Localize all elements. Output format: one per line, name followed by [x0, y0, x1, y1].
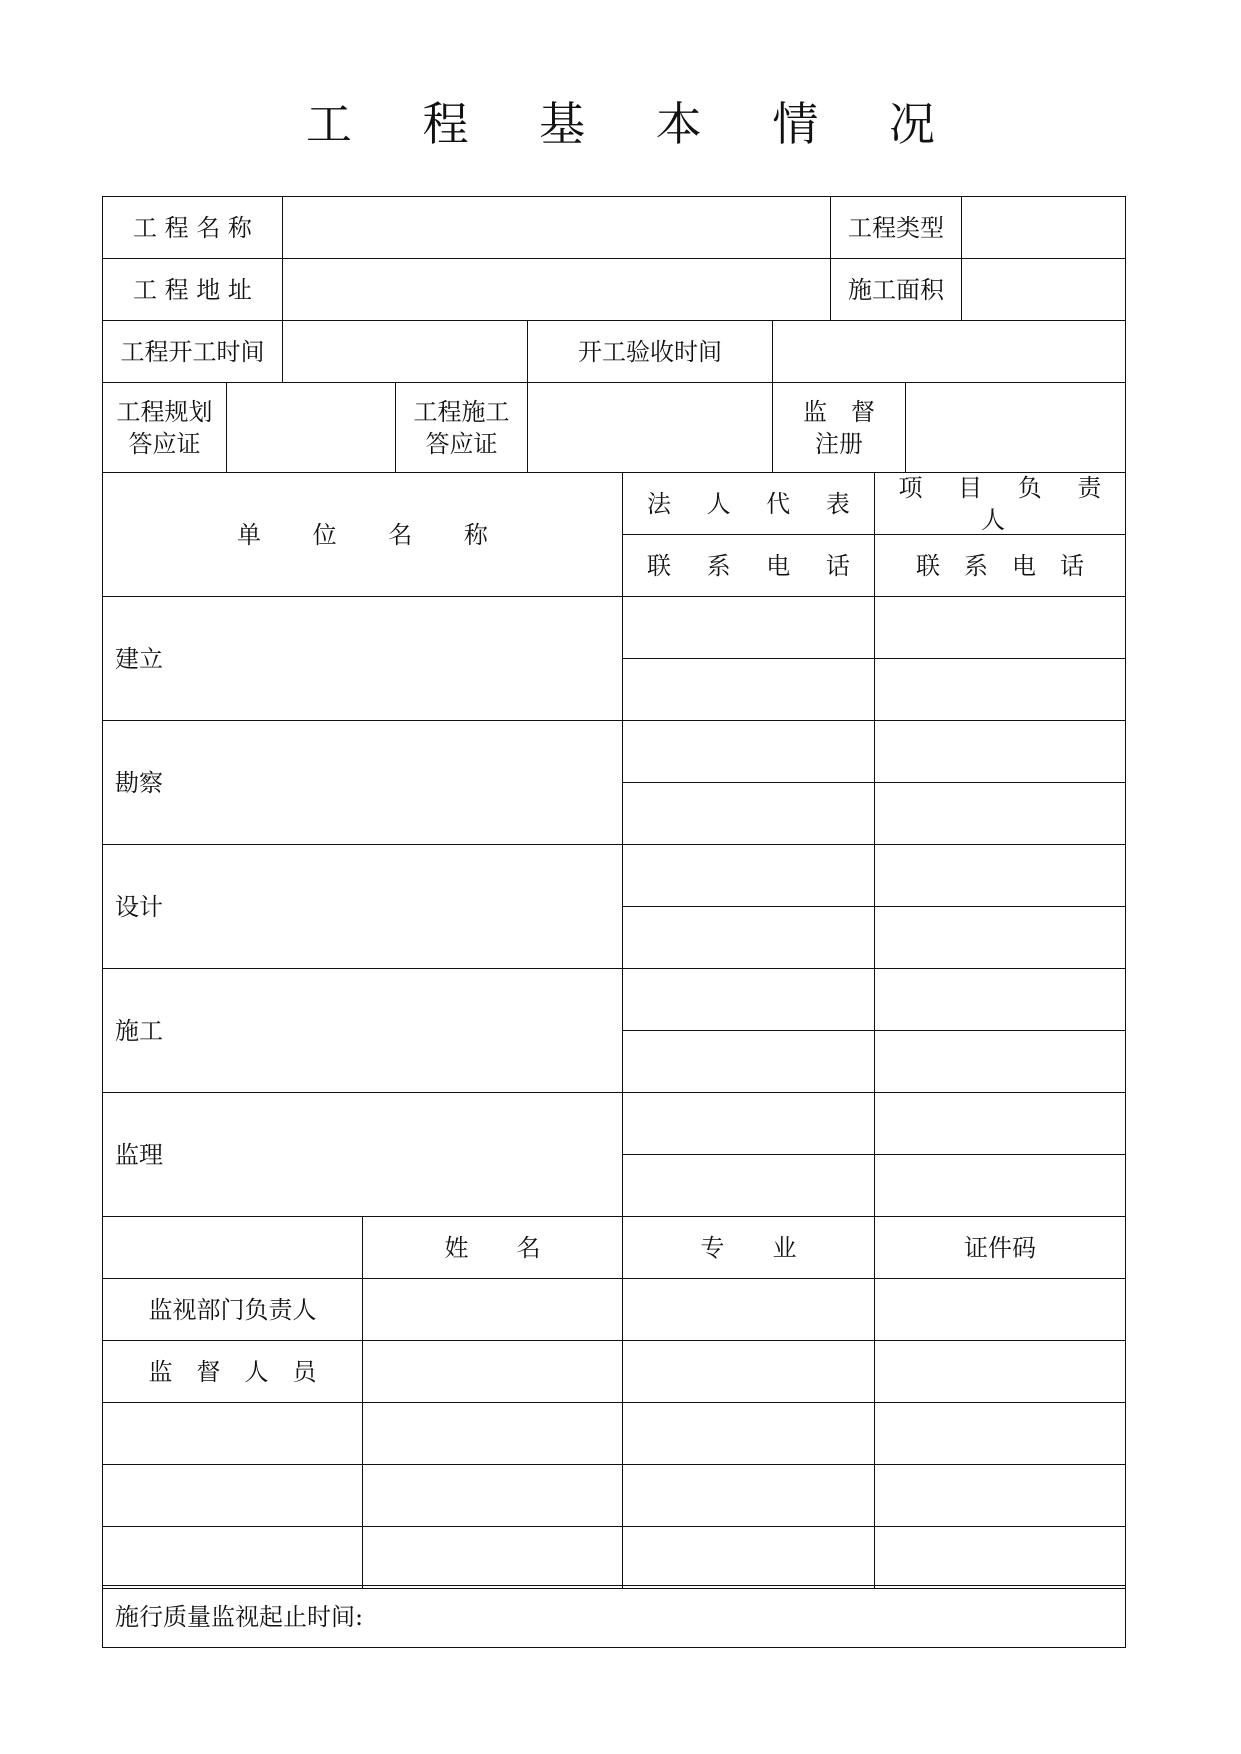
legal-rep-phone-field[interactable] — [622, 1154, 875, 1217]
unit-name-header: 单 位 名 称 — [102, 472, 623, 597]
project-manager-phone-field[interactable] — [874, 906, 1126, 969]
project-manager-field[interactable] — [874, 720, 1126, 783]
staff-major-field[interactable] — [622, 1402, 875, 1465]
staff-role-cell: 监 督 人 员 — [102, 1340, 363, 1403]
legal-rep-phone-field[interactable] — [622, 658, 875, 721]
phone-header: 联 系 电 话 — [874, 534, 1126, 597]
planning-permit-field[interactable] — [226, 382, 396, 473]
legal-rep-phone-field[interactable] — [622, 906, 875, 969]
staff-cert-field[interactable] — [874, 1278, 1126, 1341]
page-title: 工 程 基 本 情 况 — [305, 97, 964, 151]
project-manager-field[interactable] — [874, 1092, 1126, 1155]
staff-role-cell: 监视部门负责人 — [102, 1278, 363, 1341]
project-address-field[interactable] — [282, 258, 831, 321]
construction-permit-field[interactable] — [527, 382, 773, 473]
staff-cert-field[interactable] — [874, 1340, 1126, 1403]
staff-role-cell — [102, 1402, 363, 1465]
staff-name-header: 姓 名 — [362, 1216, 623, 1279]
staff-name-field[interactable] — [362, 1526, 623, 1589]
staff-major-field[interactable] — [622, 1278, 875, 1341]
unit-row-label: 勘察 — [102, 720, 623, 845]
start-time-label: 工程开工时间 — [102, 320, 283, 383]
staff-major-field[interactable] — [622, 1340, 875, 1403]
unit-row-label: 施工 — [102, 968, 623, 1093]
staff-cert-header: 证件码 — [874, 1216, 1126, 1279]
staff-cert-field[interactable] — [874, 1402, 1126, 1465]
staff-cert-field[interactable] — [874, 1464, 1126, 1527]
construction-area-label: 施工面积 — [830, 258, 962, 321]
project-manager-phone-field[interactable] — [874, 782, 1126, 845]
staff-major-field[interactable] — [622, 1526, 875, 1589]
unit-row-label: 建立 — [102, 596, 623, 721]
legal-rep-phone-field[interactable] — [622, 1030, 875, 1093]
staff-name-field[interactable] — [362, 1402, 623, 1465]
legal-representative-field[interactable] — [622, 1092, 875, 1155]
project-manager-phone-field[interactable] — [874, 1030, 1126, 1093]
start-acceptance-time-field[interactable] — [772, 320, 1126, 383]
supervision-register-label: 监 督 注册 — [772, 382, 906, 473]
project-name-label: 工 程 名 称 — [102, 196, 283, 259]
project-type-field[interactable] — [961, 196, 1126, 259]
staff-major-field[interactable] — [622, 1464, 875, 1527]
unit-row-label: 设计 — [102, 844, 623, 969]
project-info-form — [102, 196, 1126, 1648]
project-manager-phone-field[interactable] — [874, 1154, 1126, 1217]
start-acceptance-time-label: 开工验收时间 — [527, 320, 773, 383]
project-manager-field[interactable] — [874, 968, 1126, 1031]
project-type-label: 工程类型 — [830, 196, 962, 259]
legal-representative-field[interactable] — [622, 720, 875, 783]
staff-major-header: 专 业 — [622, 1216, 875, 1279]
project-manager-field[interactable] — [874, 844, 1126, 907]
project-manager-header: 项 目 负 责 人 — [874, 472, 1126, 535]
planning-permit-label: 工程规划 答应证 — [102, 382, 227, 473]
phone-header: 联 系 电 话 — [622, 534, 875, 597]
staff-role-cell — [102, 1526, 363, 1589]
project-manager-field[interactable] — [874, 596, 1126, 659]
staff-name-field[interactable] — [362, 1278, 623, 1341]
unit-row-label: 监理 — [102, 1092, 623, 1217]
staff-role-cell — [102, 1464, 363, 1527]
legal-rep-phone-field[interactable] — [622, 782, 875, 845]
legal-representative-field[interactable] — [622, 968, 875, 1031]
construction-area-field[interactable] — [961, 258, 1126, 321]
start-time-field[interactable] — [282, 320, 528, 383]
staff-cert-field[interactable] — [874, 1526, 1126, 1589]
supervision-register-field[interactable] — [905, 382, 1126, 473]
staff-role-header — [102, 1216, 363, 1279]
project-address-label: 工 程 地 址 — [102, 258, 283, 321]
supervision-period-label: 施行质量监视起止时间: — [102, 1585, 1126, 1648]
legal-representative-field[interactable] — [622, 844, 875, 907]
staff-name-field[interactable] — [362, 1340, 623, 1403]
project-manager-phone-field[interactable] — [874, 658, 1126, 721]
project-name-field[interactable] — [282, 196, 831, 259]
staff-name-field[interactable] — [362, 1464, 623, 1527]
legal-representative-header: 法 人 代 表 — [622, 472, 875, 535]
legal-representative-field[interactable] — [622, 596, 875, 659]
construction-permit-label: 工程施工 答应证 — [395, 382, 528, 473]
